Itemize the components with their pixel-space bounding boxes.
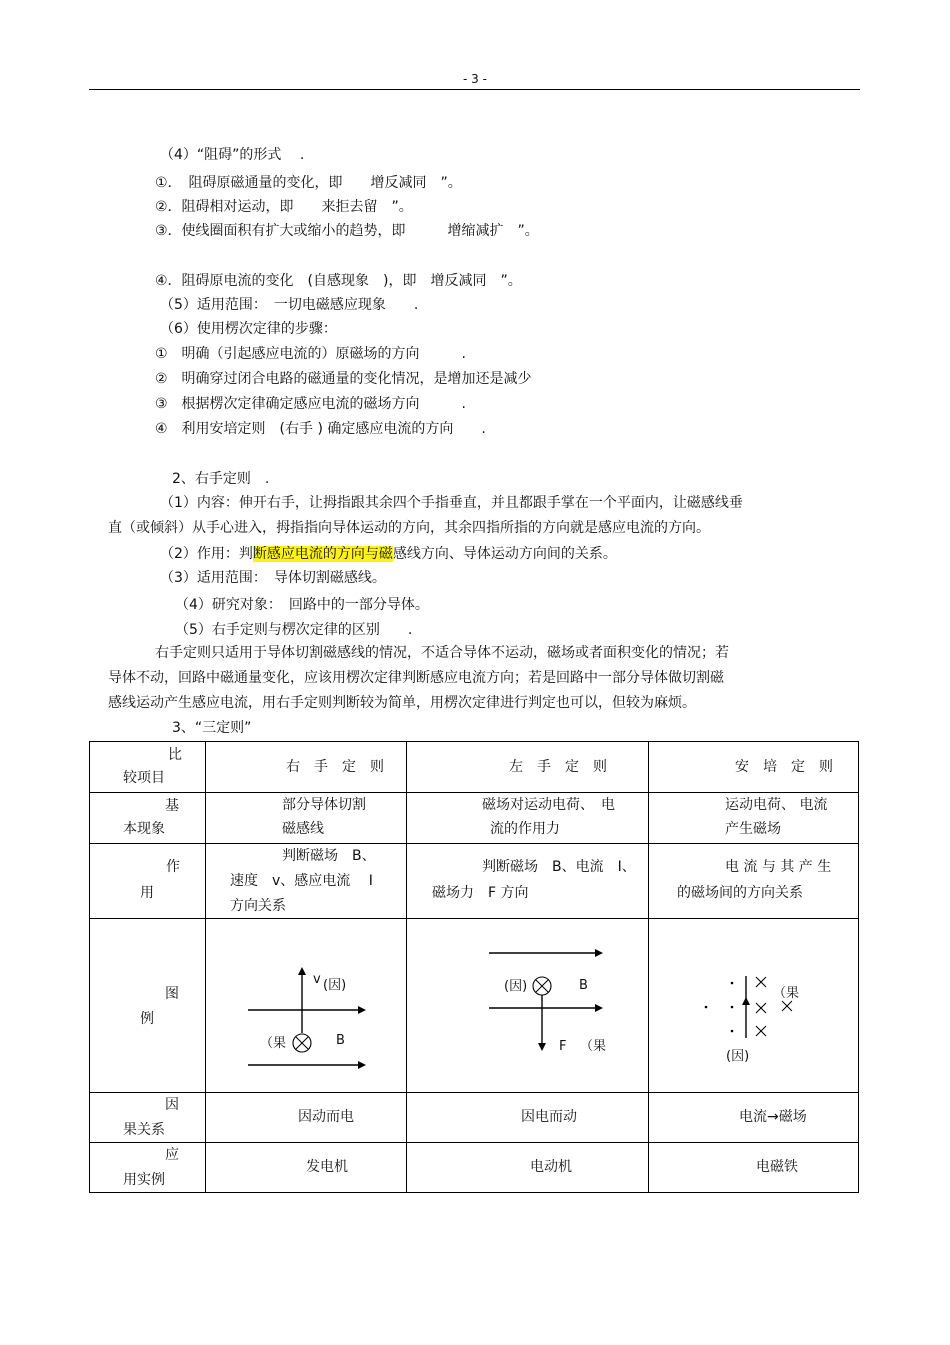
row-label-top: 比 xyxy=(168,747,182,763)
text-line: 直（或倾斜）从手心进入，拇指指向导体运动的方向，其余四指所指的方向就是感应电流的方向。 xyxy=(108,520,710,536)
cell-text: 方向关系 xyxy=(230,898,286,914)
velocity-label: v xyxy=(313,972,321,987)
text-line: ③．使线圈面积有扩大或缩小的趋势，即 增缩减扩 ”。 xyxy=(155,223,539,239)
table-cell xyxy=(90,793,206,844)
section-heading: 2、右手定则 . xyxy=(172,471,270,487)
page-number: - 3 - xyxy=(463,72,487,86)
cell-text: 电 流 与 其 产 生 xyxy=(725,859,832,875)
text-line xyxy=(160,545,617,563)
section-heading: 3、“三定则” xyxy=(172,720,252,736)
text-line: ②．阻碍相对运动，即 来拒去留 ”。 xyxy=(155,199,413,215)
table-cell xyxy=(649,919,859,1093)
table-header-row xyxy=(90,742,859,793)
left-hand-rule-figure xyxy=(407,919,648,1093)
effect-label: （果 xyxy=(773,986,800,1001)
table-cell xyxy=(206,1093,407,1143)
text-line: 感线运动产生感应电流，用右手定则判断较为简单，用楞次定律进行判定也可以，但较为麻烦。 xyxy=(108,695,696,711)
table-cell xyxy=(649,1093,859,1143)
text-line: （1）内容：伸开右手，让拇指跟其余四个手指垂直，并且都跟手掌在一个平面内，让磁感线垂 xyxy=(160,495,743,511)
table-cell xyxy=(206,844,407,919)
table-cell xyxy=(407,844,649,919)
table-cell xyxy=(90,919,206,1093)
table-cell xyxy=(206,793,407,844)
cause-label: (因) xyxy=(726,1049,750,1064)
table-cell xyxy=(407,793,649,844)
highlighted-text: 断感应电流的方向与磁 xyxy=(252,546,393,562)
text-line: ④．阻碍原电流的变化 (自感现象 )，即 增反减同 ”。 xyxy=(155,273,522,289)
table-row xyxy=(90,1093,859,1143)
text-line: （3）适用范围： 导体切割磁感线。 xyxy=(160,570,386,586)
table-cell xyxy=(649,793,859,844)
table-row-figures xyxy=(90,919,859,1093)
column-header: 左 手 定 则 xyxy=(509,759,607,775)
text-line: ① 明确（引起感应电流的）原磁场的方向 . xyxy=(155,346,466,362)
cause-label: (因) xyxy=(504,979,528,994)
force-arrowhead xyxy=(538,1043,546,1051)
cause-label: (因) xyxy=(323,978,347,993)
cell-text: 发电机 xyxy=(306,1159,348,1175)
row-label-bottom: 用 xyxy=(140,885,154,901)
text-line: 右手定则只适用于导体切割磁感线的情况，不适合导体不运动，磁场或者面积变化的情况；若 xyxy=(155,645,729,661)
cell-text: 产生磁场 xyxy=(725,821,781,837)
table-cell xyxy=(407,1143,649,1193)
column-header: 安 培 定 则 xyxy=(735,759,833,775)
text-line: （4）研究对象： 回路中的一部分导体。 xyxy=(175,597,429,613)
table-row xyxy=(90,793,859,844)
cell-text: 运动电荷、 电流 xyxy=(725,797,828,813)
cell-text: 电磁铁 xyxy=(756,1159,798,1175)
cell-text: 电流→磁场 xyxy=(739,1109,807,1125)
cell-text: 磁场对运动电荷、 电 xyxy=(482,797,615,813)
current-arrowhead xyxy=(742,997,750,1005)
text-segment: 感线方向、导体运动方向间的关系。 xyxy=(392,546,617,562)
velocity-arrowhead xyxy=(298,967,306,975)
text-line: （6）使用楞次定律的步骤： xyxy=(160,321,337,337)
table-cell xyxy=(206,1143,407,1193)
arrowhead xyxy=(595,1004,603,1012)
row-label-top: 基 xyxy=(165,798,179,814)
cell-text: 因电而动 xyxy=(521,1109,577,1125)
text-line: 导体不动，回路中磁通量变化，应该用楞次定律判断感应电流方向；若是回路中一部分导体做切割磁 xyxy=(108,670,724,686)
table-cell xyxy=(206,919,407,1093)
cell-text: 磁感线 xyxy=(282,821,324,837)
arrowhead xyxy=(358,1006,366,1014)
field-label: B xyxy=(336,1033,345,1048)
cell-text: 的磁场间的方向关系 xyxy=(677,885,803,901)
row-label-bottom: 例 xyxy=(140,1011,154,1027)
header-rule xyxy=(89,89,860,90)
table-cell xyxy=(407,919,649,1093)
cell-text: 磁场力 F 方向 xyxy=(432,885,529,901)
text-line: ③ 根据楞次定律确定感应电流的磁场方向 . xyxy=(155,396,466,412)
table-cell xyxy=(407,1093,649,1143)
text-line: （4）“阻碍”的形式 . xyxy=(160,147,305,163)
force-label: F xyxy=(559,1039,567,1054)
table-row xyxy=(90,1143,859,1193)
row-label-bottom: 较项目 xyxy=(123,770,165,786)
ampere-rule-figure xyxy=(649,919,858,1093)
comparison-table xyxy=(89,741,859,1193)
text-segment: （2）作用：判 xyxy=(160,546,253,562)
text-line: ①． 阻碍原磁通量的变化，即 增反减同 ”。 xyxy=(155,175,462,191)
effect-label: （果 xyxy=(580,1039,607,1054)
text-line: ④ 利用安培定则 (右手 ) 确定感应电流的方向 . xyxy=(155,421,486,437)
cell-text: 部分导体切割 xyxy=(282,797,366,813)
cell-text: 因动而电 xyxy=(298,1109,354,1125)
row-label-bottom: 用实例 xyxy=(123,1172,165,1188)
table-cell xyxy=(649,1143,859,1193)
row-label-top: 因 xyxy=(165,1097,179,1113)
field-label: B xyxy=(579,978,588,993)
right-hand-rule-figure xyxy=(206,919,406,1093)
cell-text: 判断磁场 B、电流 I、 xyxy=(482,859,636,875)
row-label-top: 应 xyxy=(165,1147,179,1163)
table-cell xyxy=(649,844,859,919)
row-label-top: 图 xyxy=(165,986,179,1002)
arrowhead xyxy=(595,949,603,957)
row-label-bottom: 果关系 xyxy=(123,1122,165,1138)
table-cell xyxy=(90,1093,206,1143)
row-label-top: 作 xyxy=(166,859,180,875)
text-line: （5）右手定则与楞次定律的区别 . xyxy=(175,622,413,638)
table-header-cell xyxy=(407,742,649,793)
text-line: （5）适用范围： 一切电磁感应现象 . xyxy=(160,297,419,313)
table-header-cell xyxy=(649,742,859,793)
table-cell xyxy=(90,844,206,919)
effect-label: （果 xyxy=(260,1036,287,1051)
row-label-bottom: 本现象 xyxy=(123,821,165,837)
arrowhead xyxy=(358,1061,366,1069)
column-header: 右 手 定 则 xyxy=(286,759,384,775)
table-header-cell xyxy=(206,742,407,793)
cell-text: 流的作用力 xyxy=(490,821,560,837)
cell-text: 判断磁场 B、 xyxy=(282,848,376,864)
cell-text: 速度 v、感应电流 I xyxy=(230,873,373,889)
field-dots xyxy=(705,982,734,1033)
text-line: ② 明确穿过闭合电路的磁通量的变化情况，是增加还是减少 xyxy=(155,371,532,387)
table-row xyxy=(90,844,859,919)
table-cell xyxy=(90,1143,206,1193)
cell-text: 电动机 xyxy=(530,1159,572,1175)
table-cell xyxy=(90,742,206,793)
